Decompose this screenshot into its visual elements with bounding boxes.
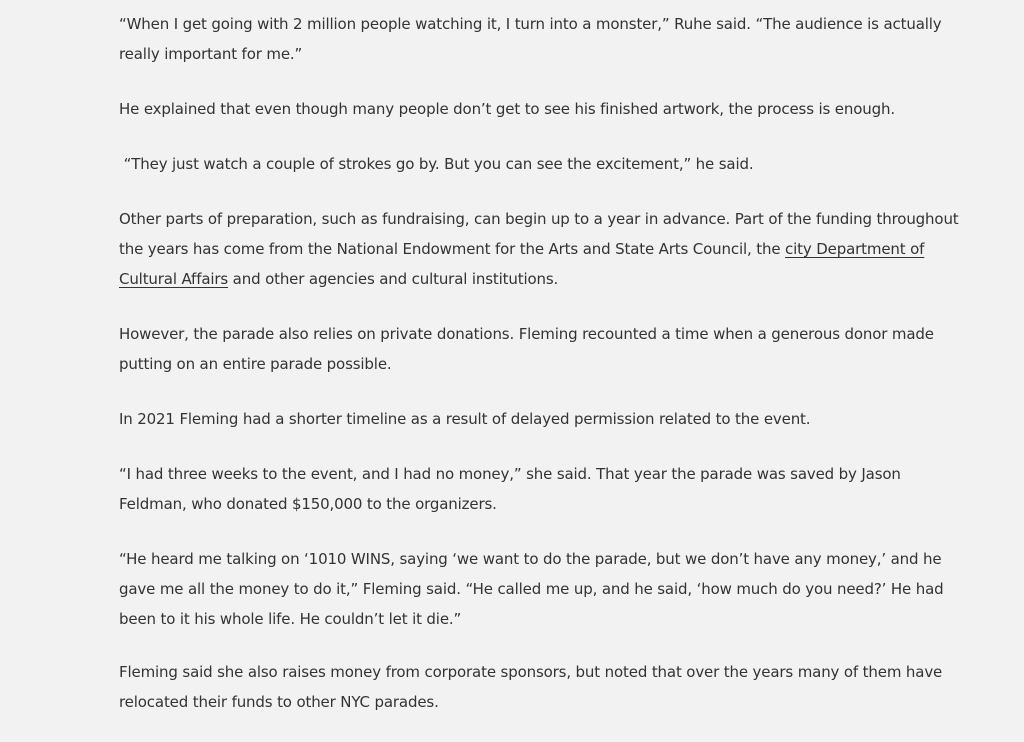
- paragraph-funding: [119, 204, 959, 294]
- cultural-affairs-link[interactable]: city Department of Cultural Affairs: [119, 240, 925, 288]
- paragraph-strokes-quote: [119, 149, 959, 179]
- paragraph-ruhe-quote: “When I get going with 2 million people watching it, I turn into a monster,” Ruhe said. “The audience is actually really important for me.”: [119, 15, 942, 63]
- paragraph-1010-wins-quote: “He heard me talking on ‘1010 WINS, saying ‘we want to do the parade, but we don’t have any money,’ and he gave me all the money to do it,” Fleming said. “He called me up, and he said, ‘how much do you need?’ He had been to it his whole life. He couldn’t let it die.”: [119, 550, 944, 628]
- article-body: [119, 9, 959, 742]
- paragraph-corporate-sponsors: Fleming said she also raises money from corporate sponsors, but noted that over the years many of them have relocated their funds to other NYC parades.: [119, 663, 943, 711]
- paragraph-process: He explained that even though many people don’t get to see his finished artwork, the process is enough.: [119, 100, 895, 118]
- paragraph-private-donations: However, the parade also relies on private donations. Fleming recounted a time when a generous donor made putting on an entire parade possible.: [119, 325, 934, 373]
- paragraph-funding-text-before: Other parts of preparation, such as fundraising, can begin up to a year in advance. Part of the funding throughout the years has come from the National Endowment for the Arts and State Arts Council, the: [119, 210, 959, 258]
- paragraph-no-money-quote: “I had three weeks to the event, and I had no money,” she said. That year the parade was saved by Jason Feldman, who donated $150,000 to the organizers.: [119, 465, 901, 513]
- paragraph-funding-text-after: and other agencies and cultural institutions.: [228, 270, 559, 288]
- paragraph-2021-timeline: In 2021 Fleming had a shorter timeline as a result of delayed permission related to the event.: [119, 410, 811, 428]
- paragraph-strokes-quote-text: “They just watch a couple of strokes go by. But you can see the excitement,” he said.: [123, 155, 754, 173]
